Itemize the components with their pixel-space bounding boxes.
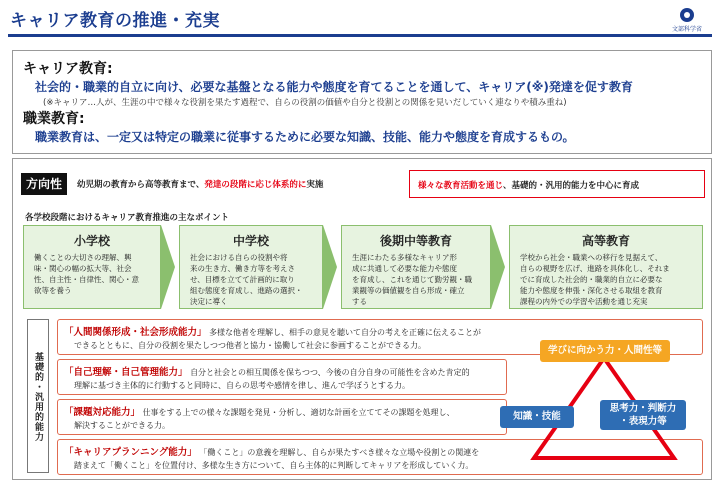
ministry-logo-icon bbox=[680, 8, 694, 22]
stages-heading: 各学校段階におけるキャリア教育推進の主なポイント bbox=[25, 213, 230, 223]
direction-box bbox=[409, 170, 705, 198]
direction-box-text bbox=[418, 179, 639, 191]
stage-elementary bbox=[23, 225, 161, 309]
node-knowledge: 知識・技能 bbox=[500, 406, 574, 428]
logo bbox=[671, 8, 702, 34]
stage-title: 中学校 bbox=[232, 234, 269, 248]
career-text: 社会的・職業的自立に向け、必要な基盤となる能力や態度を育てることを通して、キャリア(※)発達を促す教育 bbox=[35, 80, 633, 94]
stage-upper-secondary bbox=[341, 225, 491, 309]
stage-title: 後期中等教育 bbox=[379, 234, 452, 248]
direction-box-red: 様々な教育活動を通じ bbox=[418, 181, 504, 191]
node-thinking bbox=[600, 400, 686, 430]
stage-arrow bbox=[491, 225, 505, 309]
ability-name: 「自己理解・自己管理能力」 bbox=[64, 367, 188, 378]
abilities-label-text: 基礎的・汎用的能力 bbox=[33, 352, 43, 442]
ability-line1: 「自己理解・自己管理能力」 自分と社会との相互関係を保ちつつ、今後の自分自身の可能性を含めた肯定的 bbox=[64, 367, 470, 378]
direction-text-after: 実施 bbox=[306, 180, 324, 190]
career-heading: キャリア教育: bbox=[23, 61, 113, 77]
career-note: (※キャリア…人が、生涯の中で様々な役割を果たす過程で、自らの役割の価値や自分と役割との関係を見いだしていく連なりや積み重ね) bbox=[43, 98, 567, 108]
logo-text: 文部科学省 bbox=[671, 26, 702, 33]
stage-arrow bbox=[323, 225, 337, 309]
ability-name: 「キャリアプランニング能力」 bbox=[64, 447, 197, 458]
ability-line2: 理解に基づき主体的に行動すると同時に、自らの思考や感情を律し、進んで学ぼうとする力。 bbox=[74, 381, 410, 390]
vocational-heading: 職業教育: bbox=[23, 111, 85, 127]
ability-name: 「人間関係形成・社会形成能力」 bbox=[64, 327, 207, 338]
ability-line1: 「キャリアプランニング能力」 「働くこと」の意義を理解し、自らが果たすべき様々な立場や役割との関連を bbox=[64, 447, 480, 458]
ability-self-understanding bbox=[57, 359, 507, 395]
definitions-box bbox=[12, 50, 712, 154]
vocational-text: 職業教育は、一定又は特定の職業に従事するために必要な知識、技能、能力や態度を育成するもの。 bbox=[35, 130, 575, 144]
direction-text-before: 幼児期の教育から高等教育まで、 bbox=[77, 180, 205, 190]
node-thinking-line2: ・表現力等 bbox=[619, 416, 667, 427]
node-humanity: 学びに向かう力・人間性等 bbox=[540, 340, 670, 362]
stage-desc: 学校から社会・職業への移行を見据えて、 自らの視野を広げ、進路を具体化し、それま でに育成した社会的・職業的自立に必要な 能力や態度を伸張・深化させる取組を教育 課程の内外での学習や活動を通じ充実 bbox=[520, 253, 670, 306]
ability-line1: 「課題対応能力」 仕事をする上での様々な課題を発見・分析し、適切な計画を立ててその課題を処理し、 bbox=[64, 407, 455, 418]
abilities-side-label bbox=[27, 319, 49, 473]
direction-text-red: 発達の段階に応じ体系的に bbox=[204, 180, 307, 190]
ability-line2: 踏まえて「働くこと」を位置付け、多様な生き方について、自ら主体的に判断してキャリアを形成していく力。 bbox=[74, 461, 474, 470]
stage-desc: 生涯にわたる多様なキャリア形 成に共通して必要な能力や態度 を育成し、これを通じて勤労観・職 業観等の価値観を自ら形成・確立 する bbox=[352, 253, 472, 306]
title-rule bbox=[8, 34, 712, 37]
ability-problem-solving bbox=[57, 399, 507, 435]
ability-line2: 解決することができる力。 bbox=[74, 421, 170, 430]
ability-line2: できるとともに、自分の役割を果たしつつ他者と協力・協働して社会に参画することができる力。 bbox=[74, 341, 426, 350]
stage-desc: 働くことの大切さの理解、興 味・関心の幅の拡大等、社会 性、自主性・自律性、関心・意 欲等を養う bbox=[34, 253, 139, 295]
direction-label: 方向性 bbox=[21, 173, 67, 195]
stage-title: 高等教育 bbox=[581, 234, 630, 248]
node-thinking-line1: 思考力・判断力 bbox=[609, 403, 677, 414]
stage-desc: 社会における自らの役割や将 来の生き方、働き方等を考えさ せ、目標を立てて計画的に取り 組む態度を育成し、進路の選択・ 決定に導く bbox=[190, 253, 303, 306]
stage-title: 小学校 bbox=[73, 234, 110, 248]
stage-higher-education bbox=[509, 225, 703, 309]
direction-box-after: 、基礎的・汎用的能力を中心に育成 bbox=[503, 181, 640, 191]
stage-arrow bbox=[161, 225, 175, 309]
stage-junior-high bbox=[179, 225, 323, 309]
page-title: キャリア教育の推進・充実 bbox=[10, 11, 220, 31]
ability-line1: 「人間関係形成・社会形成能力」 多様な他者を理解し、相手の意見を聴いて自分の考えを正確に伝えることが bbox=[64, 327, 482, 338]
ability-name: 「課題対応能力」 bbox=[64, 407, 141, 418]
direction-text bbox=[77, 178, 323, 190]
